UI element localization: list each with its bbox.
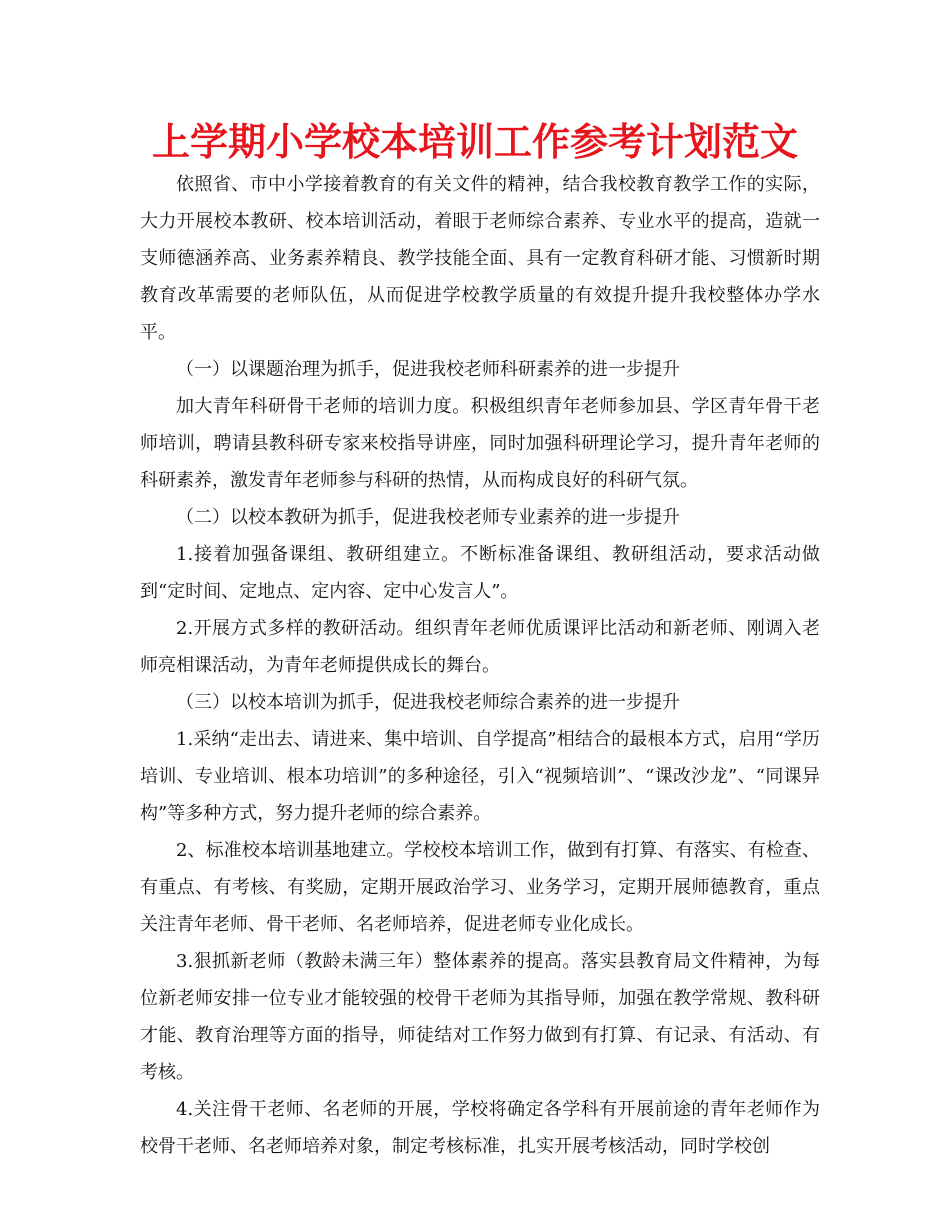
document-body: [140, 166, 820, 1165]
paragraph: 2、标准校本培训基地建立。学校校本培训工作，做到有打算、有落实、有检查、有重点、有考核、有奖励，定期开展政治学习、业务学习，定期开展师德教育，重点关注青年老师、骨干老师、名老师培养，促进老师专业化成长。: [140, 840, 820, 935]
section-heading-2: （二）以校本教研为抓手，促进我校老师专业素养的进一步提升: [176, 507, 680, 528]
section-heading-3: （三）以校本培训为抓手，促进我校老师综合素养的进一步提升: [176, 692, 680, 713]
paragraph: 3.狠抓新老师（教龄未满三年）整体素养的提高。落实县教育局文件精神，为每位新老师安排一位专业才能较强的校骨干老师为其指导师，加强在教学常规、教科研才能、教育治理等方面的指导，师徒结对工作努力做到有打算、有记录、有活动、有考核。: [140, 951, 820, 1083]
paragraph: 2.开展方式多样的教研活动。组织青年老师优质课评比活动和新老师、刚调入老师亮相课活动，为青年老师提供成长的舞台。: [140, 618, 820, 676]
paragraph: 4.关注骨干老师、名老师的开展，学校将确定各学科有开展前途的青年老师作为校骨干老师、名老师培养对象，制定考核标准，扎实开展考核活动，同时学校创: [140, 1099, 820, 1157]
section-heading-1: （一）以课题治理为抓手，促进我校老师科研素养的进一步提升: [176, 359, 680, 380]
paragraph: 1.采纳“走出去、请进来、集中培训、自学提高”相结合的最根本方式，启用“学历培训、专业培训、根本功培训”的多种途径，引入“视频培训”、“课改沙龙”、“同课异构”等多种方式，努力提升老师的综合素养。: [140, 729, 820, 824]
paragraph: 加大青年科研骨干老师的培训力度。积极组织青年老师参加县、学区青年骨干老师培训，聘请县教科研专家来校指导讲座，同时加强科研理论学习，提升青年老师的科研素养，激发青年老师参与科研的热情，从而构成良好的科研气氛。: [140, 396, 820, 491]
document-title: 上学期小学校本培训工作参考计划范文: [151, 120, 798, 164]
paragraph-intro: 依照省、市中小学接着教育的有关文件的精神，结合我校教育教学工作的实际，大力开展校本教研、校本培训活动，着眼于老师综合素养、专业水平的提高，造就一支师德涵养高、业务素养精良、教学技能全面、具有一定教育科研才能、习惯新时期教育改革需要的老师队伍，从而促进学校教学质量的有效提升提升我校整体办学水平。: [140, 174, 820, 343]
paragraph: 1.接着加强备课组、教研组建立。不断标准备课组、教研组活动，要求活动做到“定时间、定地点、定内容、定中心发言人”。: [140, 544, 820, 602]
